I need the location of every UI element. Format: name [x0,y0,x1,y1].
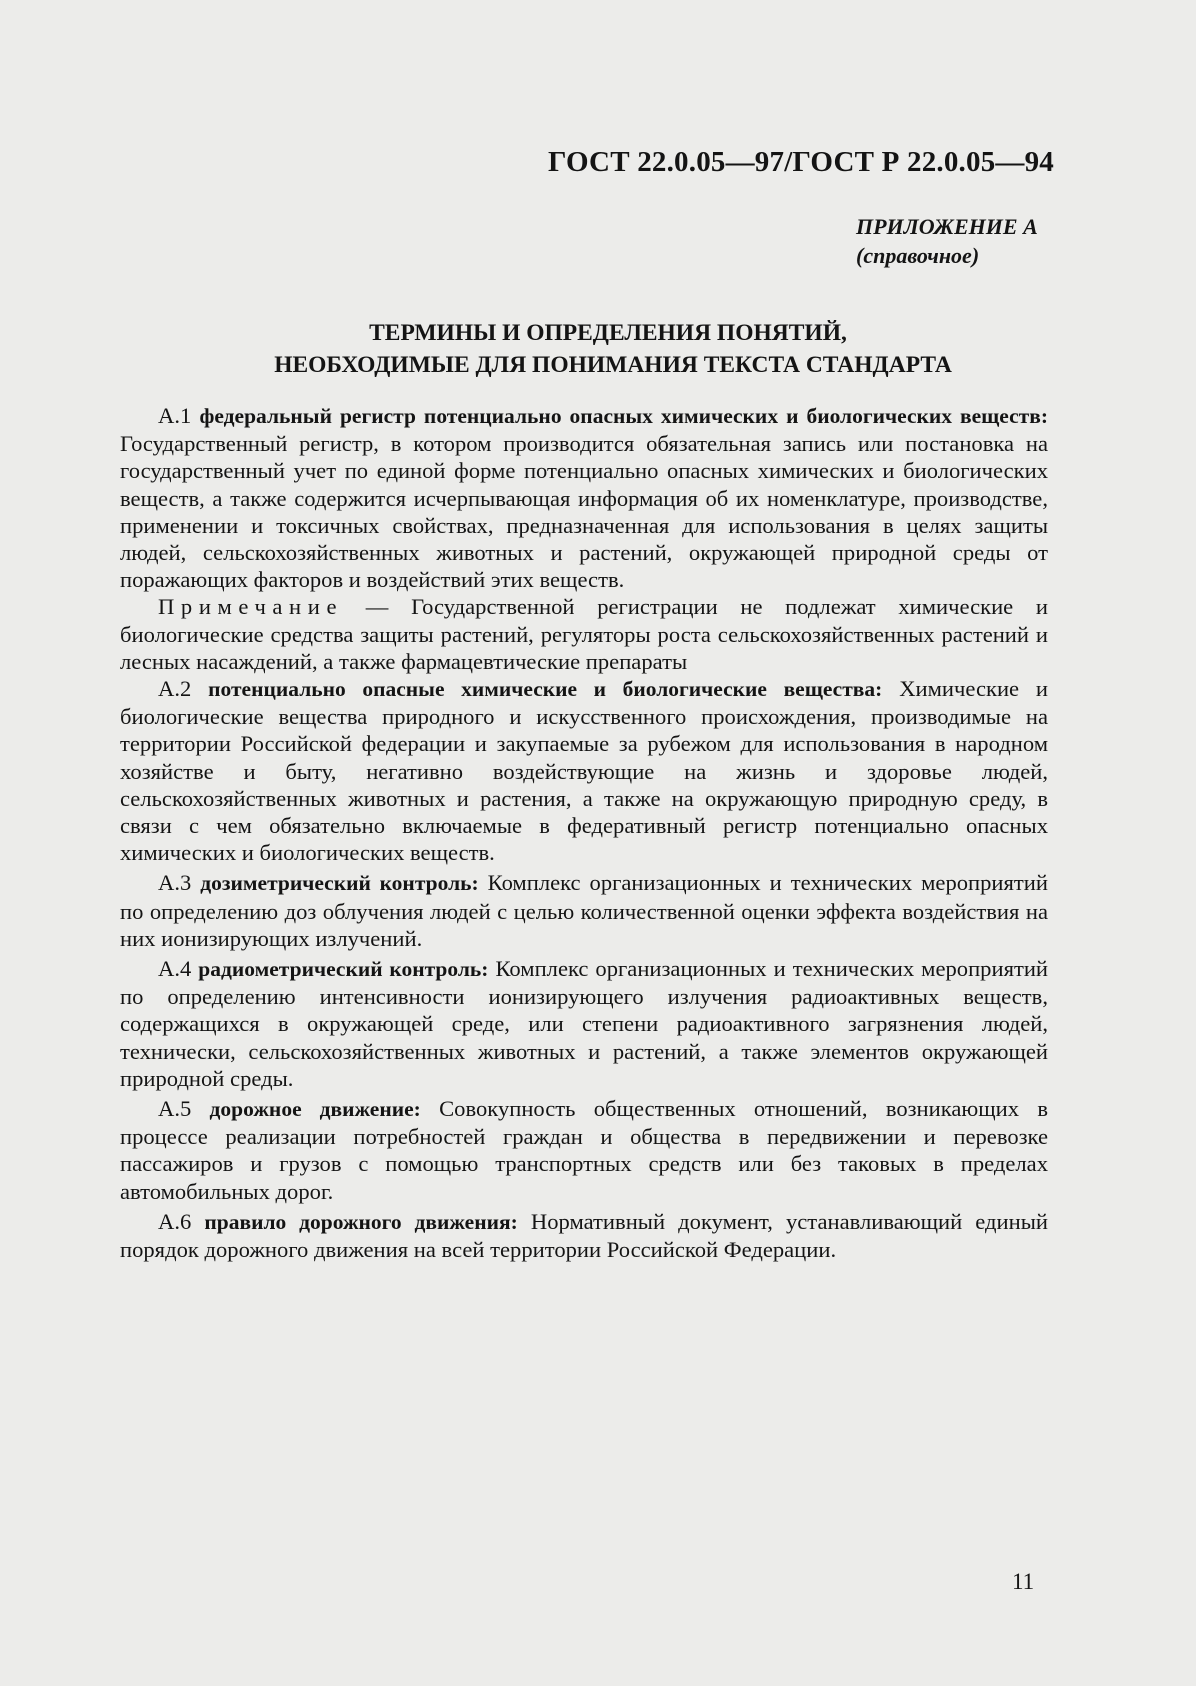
note-label: Примечание [158,594,344,620]
entry-definition: Совокупность общественных отношений, возникающих в процессе реализации потребностей граждан и общества в передвижении и перевозке пассажиров и грузов с помощью транспортных средств или без таковых в пределах автомобильных дорог. [120,1096,1049,1204]
standard-code-header: ГОСТ 22.0.05—97/ГОСТ Р 22.0.05—94 [548,146,1054,178]
note-text: — Государственной регистрации не подлежат химические и биологические средства защиты растений, регуляторы роста сельскохозяйственных растений и лесных насаждений, а также фармацевтические препараты [120,594,1049,674]
definition-entry-a5 [120,1095,1048,1205]
page-number: 11 [1012,1569,1035,1594]
entry-definition: Нормативный документ, устанавливающий единый порядок дорожного движения на всей территории Российской Федерации. [120,1208,1048,1263]
definition-entry-a6 [120,1208,1048,1263]
section-title [0,317,1196,381]
note-paragraph [120,593,1048,675]
section-title-line-1: ТЕРМИНЫ И ОПРЕДЕЛЕНИЯ ПОНЯТИЙ, [369,320,847,346]
entry-term: федеральный регистр потенциально опасных химических и биологических веществ: [199,404,1048,428]
appendix-label [856,212,1038,270]
entry-term: дорожное движение: [209,1097,421,1122]
entry-term: потенциально опасные химические и биологические вещества: [208,677,883,702]
entry-term: радиометрический контроль: [198,957,489,982]
definition-entry-a1 [120,402,1048,593]
entry-number: А.3 [158,870,192,896]
appendix-title: ПРИЛОЖЕНИЕ А [856,214,1038,239]
entry-definition: Химические и биологические вещества природного и искусственного происхождения, производимые на территории Российской федерации и закупаемые за рубежом для использования в народном хозяйстве и быту, негативно воздействующие на жизнь и здоровье людей, сельскохозяйственных животных и растения, а также на окружающую природную среду, в связи с чем обязательно включаемые в федеративный регистр потенциально опасных химических и биологических веществ. [120,676,1049,866]
definition-entry-a3 [120,869,1048,952]
entry-definition: Комплекс организационных и технических мероприятий по определению доз облучения людей с целью количественной оценки эффекта воздействия на них ионизирующих излучений. [120,870,1048,951]
entry-number: А.4 [158,956,192,982]
entry-number: А.5 [158,1096,192,1122]
entry-number: А.1 [158,403,192,428]
entry-definition: Государственный регистр, в котором производится обязательная запись или постановка на государственный учет по единой форме потенциально опасных химических и биологических веществ, а также содержится исчерпывающая информация об их номенклатуре, производстве, применении и токсичных свойствах, предназначенная для использования в целях защиты людей, сельскохозяйственных животных и растений, окружающей природной среды от поражающих факторов и воздействий этих веществ. [120,431,1048,593]
entry-definition: Комплекс организационных и технических мероприятий по определению интенсивности ионизирующего излучения радиоактивных веществ, содержащихся в окружающей среде, или степени радиоактивного загрязнения людей, технически, сельскохозяйственных животных и растений, а также элементов окружающей природной среды. [120,956,1049,1091]
appendix-status: (справочное) [856,243,980,268]
entry-number: А.2 [158,676,192,702]
definitions-body [120,402,1048,1263]
entry-number: А.6 [158,1208,192,1234]
section-title-line-2: НЕОБХОДИМЫЕ ДЛЯ ПОНИМАНИЯ ТЕКСТА СТАНДАРТА [274,352,952,378]
definition-entry-a2 [120,675,1048,866]
definition-entry-a4 [120,955,1048,1092]
entry-term: дозиметрический контроль: [200,871,479,896]
entry-term: правило дорожного движения: [204,1209,518,1234]
